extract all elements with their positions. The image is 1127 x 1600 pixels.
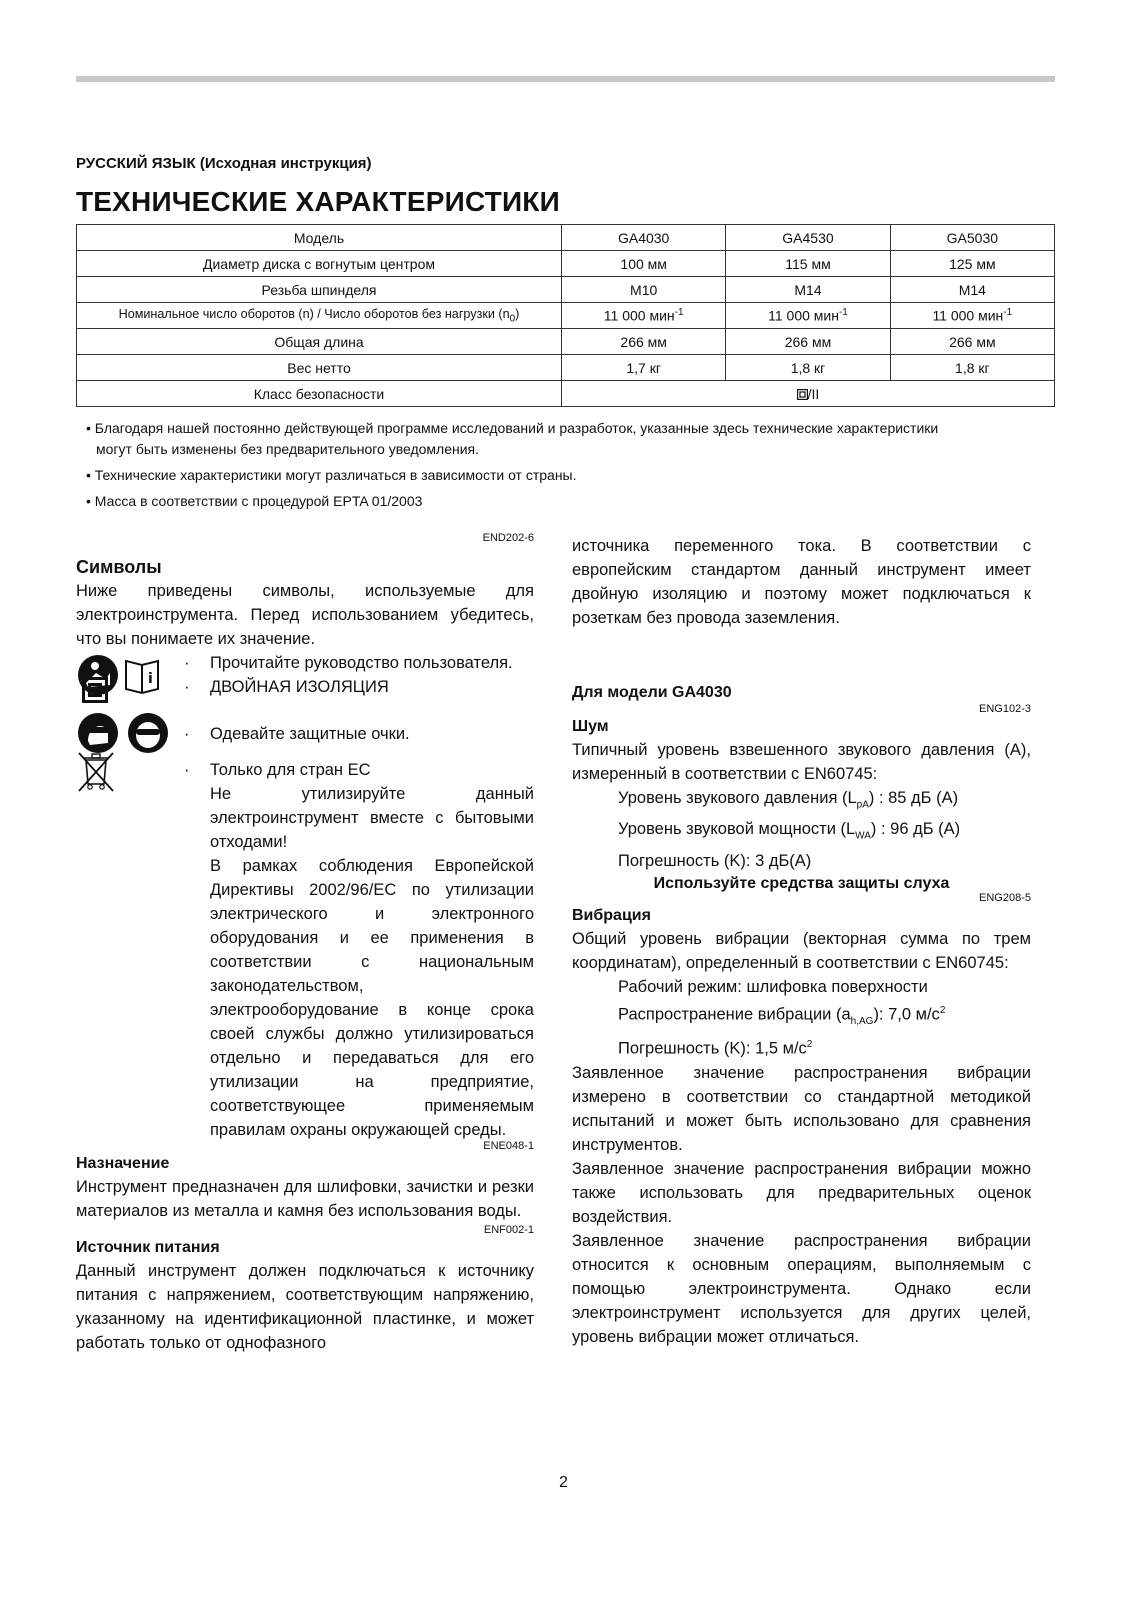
spec-label: Класс безопасности — [77, 381, 562, 407]
spec-cell: 1,7 кг — [562, 355, 726, 381]
vib-line — [618, 1033, 1031, 1061]
notes-list — [86, 418, 966, 517]
symbol-eu-disposal — [76, 758, 534, 1142]
purpose-heading: Назначение — [76, 1155, 170, 1172]
spec-cell: 125 мм — [890, 251, 1054, 277]
vib-sup: 2 — [939, 1004, 946, 1016]
noise-values — [572, 786, 1031, 873]
spec-cell: M10 — [562, 277, 726, 303]
noise-warning: Используйте средства защиты слуха — [653, 874, 950, 892]
symbol-text — [184, 675, 534, 699]
spec-label: Диаметр диска с вогнутым центром — [77, 251, 562, 277]
vib-text: Погрешность (K): 1,5 м/с — [618, 1039, 807, 1058]
noise-line — [618, 817, 1031, 848]
symbol-goggles — [76, 711, 534, 758]
speed-exp: -1 — [674, 307, 684, 319]
symbol-text — [184, 758, 534, 1142]
spec-cell: 1,8 кг — [890, 355, 1054, 381]
spec-cell: M14 — [726, 277, 890, 303]
spec-cell: M14 — [890, 277, 1054, 303]
crossed-bin-icon — [76, 750, 116, 801]
vib-sup: 2 — [806, 1039, 813, 1051]
speed-value: 11 000 мин — [768, 307, 839, 324]
code-label: ENG102-3 — [979, 703, 1031, 715]
speed-label-sub: 0 — [509, 313, 516, 325]
vib-text: Распространение вибрации (a — [618, 1005, 851, 1024]
right-column — [572, 534, 1031, 1349]
spec-cell — [726, 303, 890, 329]
bullet: · — [184, 761, 190, 779]
left-column — [76, 531, 534, 1355]
spec-label: Общая длина — [77, 329, 562, 355]
vibration-paragraph: Заявленное значение распространения вибрации можно также использовать для предварительных оценок воздействия. — [572, 1159, 1031, 1226]
power-text-cont: источника переменного тока. В соответствии с европейским стандартом данный инструмент имеет двойную изоляцию и поэтому может подключаться к розеткам без провода заземления. — [572, 537, 1031, 627]
sym-goggles-text: Одевайте защитные очки. — [210, 725, 410, 743]
spec-cell: 266 мм — [726, 329, 890, 355]
code-label: ENE048-1 — [483, 1140, 534, 1152]
symbol-text — [184, 651, 534, 675]
table-row — [77, 225, 1055, 251]
vib-line: Рабочий режим: шлифовка поверхности — [618, 977, 928, 996]
list-item: • Масса в соответствии с процедурой EPTA 01/2003 — [86, 493, 423, 509]
bullet: · — [184, 725, 190, 743]
speed-exp: -1 — [1003, 307, 1013, 319]
vibration-heading: Вибрация — [572, 906, 651, 924]
speed-label-end: ) — [515, 306, 520, 321]
spec-cell: GA4030 — [562, 225, 726, 251]
svg-text:i: i — [148, 671, 153, 687]
noise-line — [618, 786, 1031, 817]
table-row — [77, 277, 1055, 303]
bullet: · — [184, 678, 190, 696]
vib-line — [618, 999, 1031, 1034]
safety-class-value: /II — [807, 385, 820, 402]
spec-cell: 266 мм — [562, 329, 726, 355]
spec-cell: 100 мм — [562, 251, 726, 277]
table-row — [77, 251, 1055, 277]
vib-sub: h,AG — [850, 1015, 874, 1027]
symbols-heading: Символы — [76, 557, 162, 577]
sym-eu-text: Не утилизируйте данный электроинструмент вместе с бытовыми отходами! — [210, 785, 534, 851]
double-insulation-icon — [82, 677, 108, 710]
list-item: • Благодаря нашей постоянно действующей программе исследований и разработок, указанные здесь технические характеристики могут быть изменены без предварительного уведомления. — [86, 420, 939, 457]
speed-label: Номинальное число оборотов (n) / Число оборотов без нагрузки (n — [118, 306, 510, 321]
noise-sub: WA — [855, 830, 871, 842]
spec-label: Модель — [77, 225, 562, 251]
double-insulation-icon — [797, 389, 808, 400]
spec-cell: 1,8 кг — [726, 355, 890, 381]
vibration-paragraph: Заявленное значение распространения вибрации измерено в соответствии со стандартной методикой испытаний и может быть использовано для сравнения инструментов. — [572, 1063, 1031, 1154]
speed-value: 11 000 мин — [603, 307, 675, 324]
noise-sub: pA — [856, 799, 869, 811]
sym-double-text: ДВОЙНАЯ ИЗОЛЯЦИЯ — [210, 678, 389, 696]
page-number: 2 — [559, 1474, 568, 1491]
noise-intro: Типичный уровень взвешенного звукового давления (A), измеренный в соответствии с EN60745: — [572, 741, 1031, 783]
noise-heading: Шум — [572, 718, 609, 735]
vibration-paragraph: Заявленное значение распространения вибрации относится к основным операциям, выполняемым с помощью электроинструмента. Однако если электроинструмент используется для других целей, уровень вибрации может отличаться. — [572, 1231, 1031, 1346]
vibration-values — [572, 975, 1031, 1061]
vib-text: ): 7,0 м/с — [873, 1005, 940, 1024]
speed-exp: -1 — [838, 307, 848, 319]
list-item: • Технические характеристики могут различаться в зависимости от страны. — [86, 467, 577, 483]
symbol-double-insulation — [76, 675, 534, 699]
speed-value: 11 000 мин — [932, 307, 1004, 324]
spec-cell: GA4530 — [726, 225, 890, 251]
symbol-text — [184, 711, 534, 758]
symbols-intro: Ниже приведены символы, используемые для электроинструмента. Перед использованием убедитесь, что вы понимаете их значение. — [76, 582, 534, 648]
purpose-text: Инструмент предназначен для шлифовки, зачистки и резки материалов из металла и камня без использования воды. — [76, 1178, 534, 1220]
spec-label: Резьба шпинделя — [77, 277, 562, 303]
noise-text: Уровень звукового давления (L — [618, 789, 857, 807]
power-text: Данный инструмент должен подключаться к источнику питания с напряжением, соответствующим напряжению, указанному на идентификационной пластинке, и может работать только от однофазного — [76, 1262, 534, 1352]
power-heading: Источник питания — [76, 1239, 220, 1256]
code-label: ENF002-1 — [483, 1224, 534, 1236]
table-row — [77, 381, 1055, 407]
sym-eu-title: Только для стран ЕС — [210, 761, 371, 779]
code-label: END202-6 — [482, 532, 534, 544]
language-label: РУССКИЙ ЯЗЫК (Исходная инструкция) — [76, 155, 372, 172]
bullet: · — [184, 654, 190, 672]
model-heading: Для модели GA4030 — [572, 684, 732, 701]
spec-cell: 115 мм — [726, 251, 890, 277]
sym-read-text: Прочитайте руководство пользователя. — [210, 654, 513, 672]
table-row — [77, 303, 1055, 329]
noise-line: Погрешность (K): 3 дБ(A) — [618, 851, 812, 870]
table-row — [77, 355, 1055, 381]
vibration-intro: Общий уровень вибрации (векторная сумма по трем координатам), определенный в соответствии с EN60745: — [572, 929, 1031, 972]
page-title: ТЕХНИЧЕСКИЕ ХАРАКТЕРИСТИКИ — [76, 186, 560, 217]
noise-text: ) : 85 дБ (A) — [868, 789, 959, 807]
spec-cell — [890, 303, 1054, 329]
sym-eu-text: В рамках соблюдения Европейской Директивы 2002/96/EC по утилизации электрического и электронного оборудования и ее применения в соответствии с национальным законодательством, электрооборудование в конце срока своей службы должно утилизироваться отдельно и передаваться для его утилизации на предприятие, соответствующее применяемым правилам охраны окружающей среды. — [210, 857, 534, 1139]
table-row — [77, 329, 1055, 355]
code-label: ENG208-5 — [979, 891, 1031, 904]
noise-text: Уровень звуковой мощности (L — [618, 820, 856, 839]
spec-cell: GA5030 — [890, 225, 1054, 251]
spec-label: Вес нетто — [77, 355, 562, 381]
spec-cell — [562, 381, 1055, 407]
header-rule — [76, 76, 1055, 82]
spec-label — [77, 303, 562, 329]
spec-cell — [562, 303, 726, 329]
spec-table — [76, 224, 1055, 407]
noise-text: ) : 96 дБ (A) — [870, 820, 961, 839]
spec-cell: 266 мм — [890, 329, 1054, 355]
